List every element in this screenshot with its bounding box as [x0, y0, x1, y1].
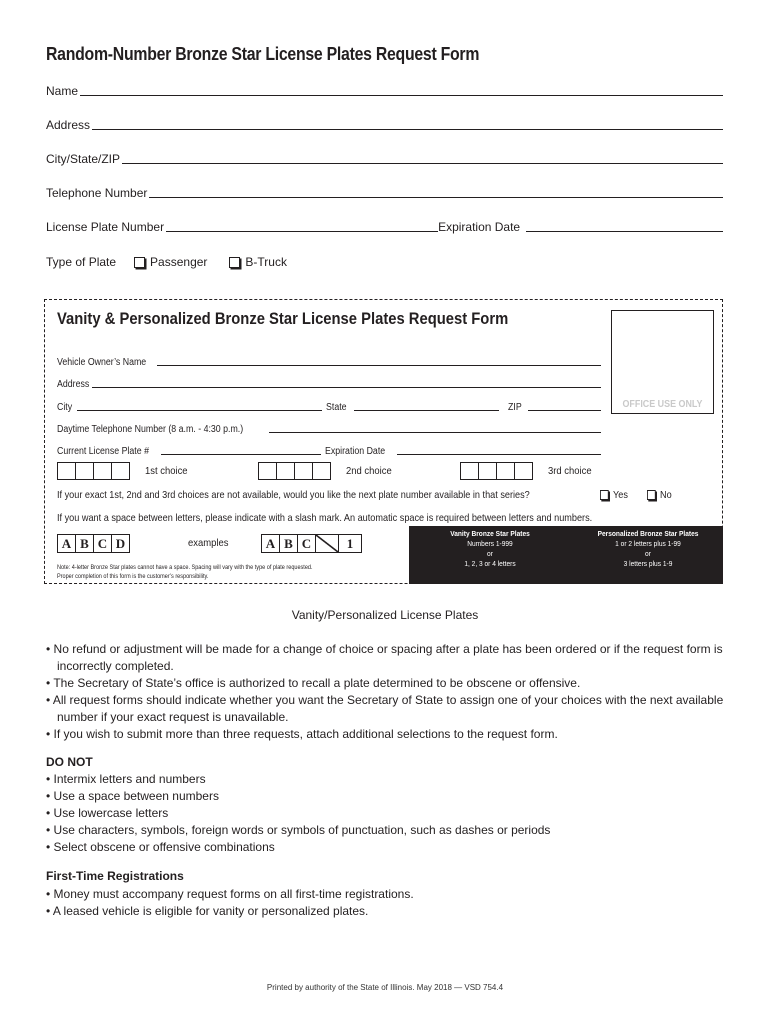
owner-zip-line[interactable]: [528, 402, 601, 411]
vanity-rules-line3: 1, 2, 3 or 4 letters: [464, 559, 516, 568]
second-choice-label: 2nd choice: [346, 465, 392, 477]
first-time-item: • A leased vehicle is eligible for vanity or personalized plates.: [46, 904, 369, 918]
vanity-rules: [424, 529, 556, 569]
series-yes-option[interactable]: [600, 489, 628, 501]
vanity-rules-line1: Numbers 1-999: [467, 539, 513, 548]
owner-address-line[interactable]: [92, 379, 601, 388]
second-choice-boxes[interactable]: [258, 462, 330, 480]
note-line-1: Note: 4-letter Bronze Star plates cannot have a space. Spacing will vary with the type of plate requested.: [57, 564, 313, 571]
third-choice-label: 3rd choice: [548, 465, 592, 477]
owner-state-line[interactable]: [354, 402, 499, 411]
do-not-list: [46, 771, 726, 856]
plate-rules-box: [409, 526, 723, 584]
personalized-rules-line3: 3 letters plus 1-9: [623, 559, 673, 568]
vanity-rules-line2: or: [487, 549, 493, 558]
note-line-2: Proper completion of this form is the customer’s responsibility.: [57, 573, 209, 580]
note-text: [57, 563, 313, 581]
example-slash: [315, 534, 339, 553]
city-state-zip-field[interactable]: [46, 148, 723, 166]
example-letter: A: [261, 534, 280, 553]
series-question: If your exact 1st, 2nd and 3rd choices are not available, would you like the next plate number available in that series?: [57, 489, 530, 501]
yes-label: Yes: [613, 489, 628, 501]
info-bullet: • If you wish to submit more than three requests, attach additional selections to the request form.: [46, 727, 558, 741]
example-letter: D: [111, 534, 130, 553]
info-bullet: • No refund or adjustment will be made for a change of choice or spacing after a plate has been ordered or if the request form is incorrectly completed.: [46, 642, 723, 673]
city-state-zip-line[interactable]: [122, 151, 723, 164]
examples-label: examples: [188, 537, 229, 549]
expiration-label: Expiration Date: [438, 220, 521, 234]
type-of-plate-row: [46, 255, 287, 269]
owner-name-label: Vehicle Owner’s Name: [57, 357, 147, 368]
personalized-rules-line2: or: [645, 549, 651, 558]
first-time-item: • Money must accompany request forms on all first-time registrations.: [46, 887, 414, 901]
no-label: No: [660, 489, 672, 501]
type-of-plate-label: Type of Plate: [46, 255, 117, 269]
city-state-zip-row: [57, 399, 601, 413]
daytime-phone-line[interactable]: [269, 424, 601, 433]
example-letter: B: [75, 534, 94, 553]
no-checkbox[interactable]: [647, 490, 656, 500]
current-plate-row: [57, 443, 601, 457]
expiration-date-line[interactable]: [397, 446, 601, 455]
example-letter: A: [57, 534, 76, 553]
telephone-line[interactable]: [149, 185, 723, 198]
info-bullet: • The Secretary of State’s office is authorized to recall a plate determined to be obscene or offensive.: [46, 676, 581, 690]
plate-number-line[interactable]: [166, 219, 438, 232]
series-no-option[interactable]: [647, 489, 672, 501]
expiration-line[interactable]: [526, 219, 723, 232]
passenger-label: Passenger: [150, 255, 208, 269]
personalized-rules: [582, 529, 714, 569]
b-truck-checkbox[interactable]: [229, 257, 240, 268]
do-not-item: • Use lowercase letters: [46, 806, 169, 820]
current-plate-label: Current License Plate #: [57, 446, 149, 457]
space-instruction: If you want a space between letters, please indicate with a slash mark. An automatic space is required between letters and numbers.: [57, 512, 593, 524]
personalized-rules-line1: 1 or 2 letters plus 1-99: [615, 539, 681, 548]
city-state-zip-label: City/State/ZIP: [46, 152, 121, 166]
first-choice-label: 1st choice: [145, 465, 188, 477]
name-label: Name: [46, 84, 79, 98]
address-label: Address: [46, 118, 91, 132]
first-choice-boxes[interactable]: [57, 462, 129, 480]
plate-number-label: License Plate Number: [46, 220, 165, 234]
section-title: Vanity/Personalized License Plates: [291, 608, 479, 622]
form2-title: Vanity & Personalized Bronze Star License Plates Request Form: [57, 309, 509, 328]
owner-zip-label: ZIP: [508, 402, 522, 413]
example-letter: B: [279, 534, 298, 553]
do-not-item: • Use a space between numbers: [46, 789, 219, 803]
daytime-phone-label: Daytime Telephone Number (8 a.m. - 4:30 p.m.): [57, 424, 244, 435]
passenger-checkbox[interactable]: [134, 257, 145, 268]
personalized-rules-title: Personalized Bronze Star Plates: [597, 529, 699, 538]
name-line[interactable]: [80, 83, 723, 96]
daytime-phone-field[interactable]: [57, 421, 601, 435]
do-not-item: • Intermix letters and numbers: [46, 772, 206, 786]
b-truck-label: B-Truck: [245, 255, 287, 269]
name-field[interactable]: [46, 80, 723, 98]
example-letter: C: [297, 534, 316, 553]
first-time-list: [46, 886, 726, 920]
owner-address-field[interactable]: [57, 376, 601, 390]
address-line[interactable]: [92, 117, 723, 130]
address-field[interactable]: [46, 114, 723, 132]
owner-address-label: Address: [57, 379, 90, 390]
telephone-label: Telephone Number: [46, 186, 148, 200]
info-bullet: • All request forms should indicate whether you want the Secretary of State to assign one of your choices with the next available number if your exact request is unavailable.: [46, 693, 724, 724]
owner-city-label: City: [57, 402, 73, 413]
do-not-item: • Select obscene or offensive combinations: [46, 840, 275, 854]
office-use-label: OFFICE USE ONLY: [622, 398, 703, 410]
owner-name-line[interactable]: [157, 357, 601, 366]
info-bullets: [46, 641, 726, 743]
do-not-title: DO NOT: [46, 755, 93, 769]
do-not-item: • Use characters, symbols, foreign words or symbols of punctuation, such as dashes or periods: [46, 823, 551, 837]
footer-text: Printed by authority of the State of Illinois. May 2018 — VSD 754.4: [266, 983, 504, 992]
vanity-rules-title: Vanity Bronze Star Plates: [450, 529, 530, 538]
yes-checkbox[interactable]: [600, 490, 609, 500]
owner-name-field[interactable]: [57, 354, 601, 368]
expiration-date-label: Expiration Date: [325, 446, 386, 457]
owner-city-line[interactable]: [77, 402, 322, 411]
form1-title: Random-Number Bronze Star License Plates Request Form: [46, 44, 480, 64]
plate-number-row: [46, 216, 723, 234]
telephone-field[interactable]: [46, 182, 723, 200]
example-abc-1: [261, 534, 361, 553]
example-letter: C: [93, 534, 112, 553]
first-time-title: First-Time Registrations: [46, 869, 184, 883]
third-choice-boxes[interactable]: [460, 462, 532, 480]
passenger-option[interactable]: [134, 255, 207, 269]
example-abcd: [57, 534, 129, 553]
current-plate-line[interactable]: [161, 446, 321, 455]
b-truck-option[interactable]: [229, 255, 287, 269]
example-digit: 1: [338, 534, 362, 553]
owner-state-label: State: [326, 402, 347, 413]
